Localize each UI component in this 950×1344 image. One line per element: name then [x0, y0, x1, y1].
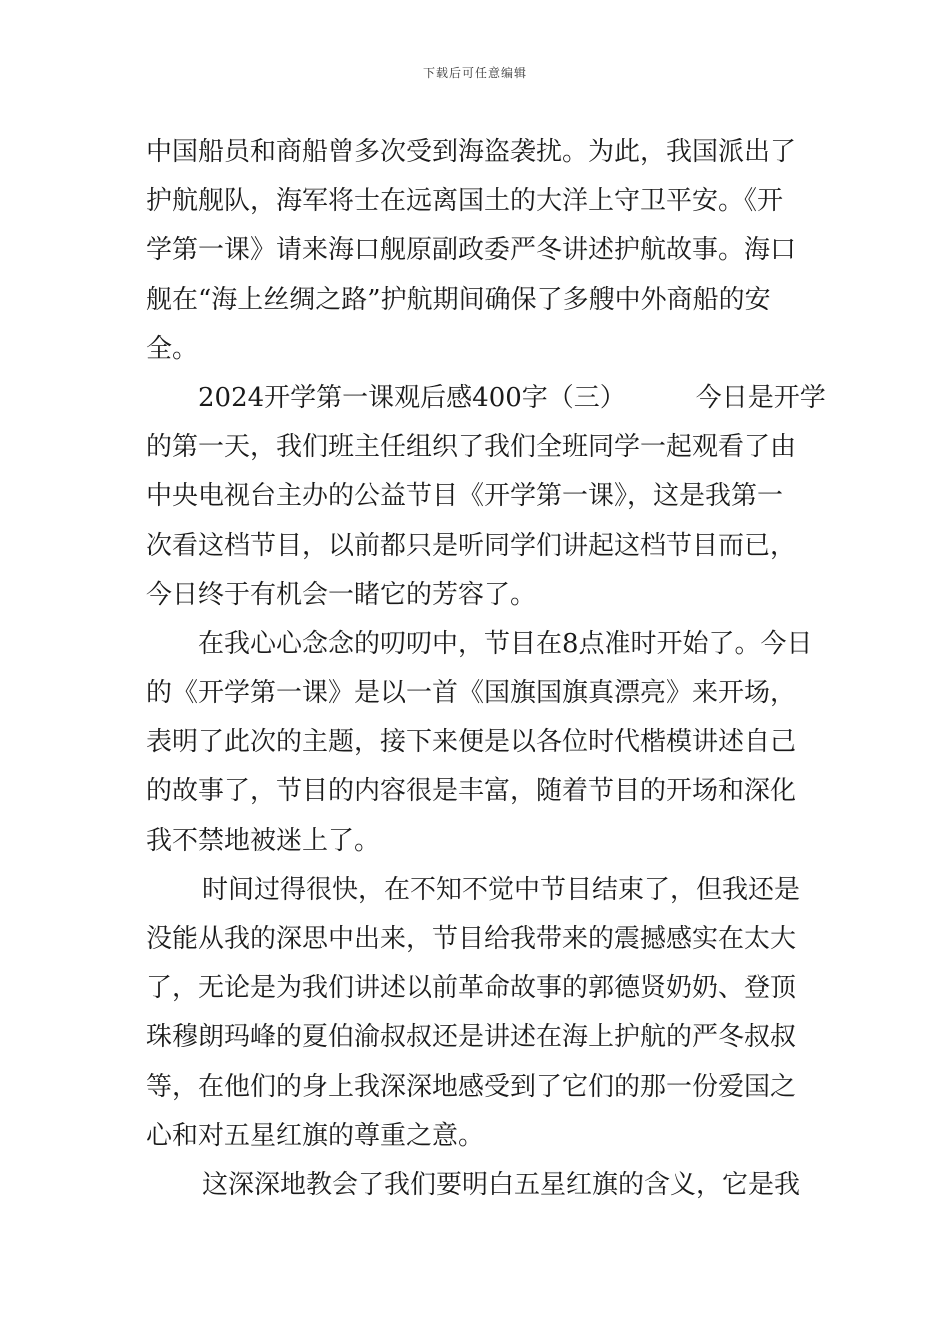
text-line: 护航舰队，海军将士在远离国土的大洋上守卫平安。《开 — [146, 186, 784, 217]
text-line: 的第一天，我们班主任组织了我们全班同学一起观看了由 — [146, 432, 797, 463]
text-line: 的《开学第一课》是以一首《国旗国旗真漂亮》来开场， — [146, 678, 797, 709]
section-heading-line — [146, 374, 826, 423]
paragraph-3 — [146, 620, 813, 866]
page-header: 下载后可任意编辑 — [422, 66, 527, 80]
section-heading: 2024开学第一课观后感400字（三） — [198, 382, 626, 413]
paragraph-5 — [146, 1161, 810, 1210]
text-line: 中国船员和商船曾多次受到海盗袭扰。为此，我国派出了 — [146, 137, 797, 167]
text-line: 次看这档节目，以前都只是听同学们讲起这档节目而已， — [146, 530, 797, 561]
heading-tail-text: 今日是开学 — [695, 382, 826, 413]
text-line: 舰在“海上丝绸之路”护航期间确保了多艘中外商船的安 — [146, 284, 771, 315]
text-line: 的故事了，节目的内容很是丰富，随着节目的开场和深化 — [146, 776, 797, 807]
text-line: 在我心心念念的叨叨中，节目在8点准时开始了。今日 — [198, 628, 813, 659]
document-body — [146, 128, 826, 1210]
text-line: 表明了此次的主题，接下来便是以各位时代楷模讲述自己 — [146, 727, 797, 758]
text-line: 我不禁地被迷上了。 — [146, 825, 381, 856]
text-line: 没能从我的深思中出来，节目给我带来的震撼感实在太大 — [146, 924, 797, 954]
text-line: 时间过得很快，在不知不觉中节目结束了，但我还是 — [202, 874, 801, 905]
text-line: 珠穆朗玛峰的夏伯渝叔叔还是讲述在海上护航的严冬叔叔 — [146, 1022, 797, 1053]
text-line: 等，在他们的身上我深深地感受到了它们的那一份爱国之 — [146, 1071, 797, 1102]
text-line: 这深深地教会了我们要明白五星红旗的含义，它是我 — [202, 1169, 801, 1200]
paragraph-1 — [146, 128, 810, 374]
text-line: 全。 — [146, 333, 199, 364]
paragraph-4 — [146, 866, 810, 1161]
text-line: 学第一课》请来海口舰原副政委严冬讲述护航故事。海口 — [146, 235, 797, 266]
text-line: 心和对五星红旗的尊重之意。 — [146, 1120, 485, 1151]
text-line: 今日终于有机会一睹它的芳容了。 — [146, 579, 537, 610]
text-line: 中央电视台主办的公益节目《开学第一课》，这是我第一 — [146, 481, 784, 512]
paragraph-2 — [146, 374, 826, 620]
text-line: 了，无论是为我们讲述以前革命故事的郭德贤奶奶、登顶 — [146, 973, 797, 1004]
